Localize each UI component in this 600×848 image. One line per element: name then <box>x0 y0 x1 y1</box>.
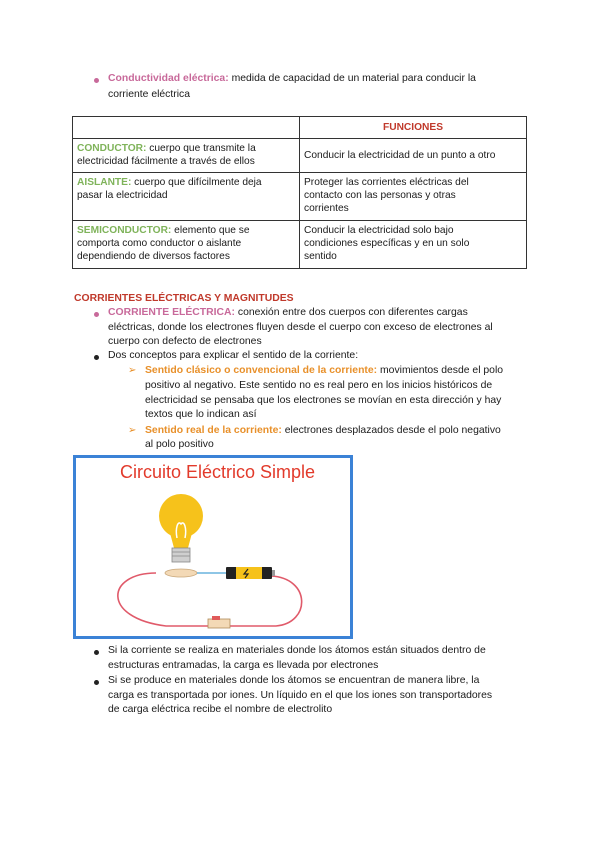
row-desc: pasar la electricidad <box>77 190 168 201</box>
arrow-bullet-icon: ➢ <box>128 425 137 436</box>
functions-table <box>72 116 527 269</box>
table-row <box>73 139 527 173</box>
s1-text: movimientos desde el polo <box>377 365 504 376</box>
table-cell <box>300 173 527 221</box>
bulb-icon <box>159 494 203 538</box>
bottom-b1-line-2: estructuras entramadas, la carga es llevada por electrones <box>108 660 379 671</box>
s1-line-3: electricidad se pensaba que los electrones se movían en esta dirección y hay <box>145 395 502 406</box>
bullet-dot <box>94 312 99 317</box>
row-desc: electricidad fácilmente a través de ellos <box>77 156 255 167</box>
row-desc: elemento que se <box>171 225 250 236</box>
row-desc: comporta como conductor o aislante <box>77 238 242 249</box>
row-desc: cuerpo que difícilmente deja <box>131 177 262 188</box>
intro-line-2: corriente eléctrica <box>108 89 191 100</box>
row-func: Proteger las corrientes eléctricas del <box>304 177 469 188</box>
intro-def: medida de capacidad de un material para conducir la <box>228 73 476 84</box>
bottom-b2-line-3: de carga eléctrica recibe el nombre de electrolito <box>108 704 333 715</box>
table-cell <box>73 173 300 221</box>
b2-line: Dos conceptos para explicar el sentido de la corriente: <box>108 350 359 361</box>
s2-line-2: al polo positivo <box>145 439 214 450</box>
table-cell <box>300 221 527 269</box>
figure-title: Circuito Eléctrico Simple <box>120 462 316 482</box>
row-func: contacto con las personas y otras <box>304 190 456 201</box>
s1-line-4: textos que lo indican así <box>145 409 257 420</box>
bullet-dot <box>94 355 99 360</box>
bullet-dot <box>94 78 99 83</box>
section-title: CORRIENTES ELÉCTRICAS Y MAGNITUDES <box>74 293 294 304</box>
intro-term: Conductividad eléctrica: <box>108 73 229 84</box>
row-desc: dependiendo de diversos factores <box>77 251 230 262</box>
table-header: FUNCIONES <box>383 122 443 133</box>
b1-text: conexión entre dos cuerpos con diferentes cargas <box>235 307 468 318</box>
row-desc: cuerpo que transmite la <box>146 143 256 154</box>
wire <box>118 573 302 626</box>
circuit-figure <box>73 455 353 639</box>
bullet-dot <box>94 680 99 685</box>
b1-line-2: eléctricas, donde los electrones fluyen desde el cuerpo con exceso de electrones al <box>108 322 493 333</box>
b1-line-1 <box>108 306 468 320</box>
circuit-illustration <box>76 458 350 636</box>
row-func: Conducir la electricidad de un punto a otro <box>304 150 496 161</box>
s2-term: Sentido real de la corriente: <box>145 425 282 436</box>
row-func: Conducir la electricidad solo bajo <box>304 225 454 236</box>
table-cell <box>73 139 300 173</box>
bottom-b1-line-1: Si la corriente se realiza en materiales donde los átomos están situados dentro de <box>108 645 486 656</box>
row-term: CONDUCTOR: <box>77 143 147 154</box>
s1-term: Sentido clásico o convencional de la corriente: <box>145 365 378 376</box>
row-term: AISLANTE: <box>77 177 132 188</box>
row-term: SEMICONDUCTOR: <box>77 225 172 236</box>
s2-line-1 <box>145 424 501 438</box>
s1-line-1 <box>145 364 503 378</box>
table-header-cell <box>300 117 527 139</box>
row-func: condiciones específicas y en un solo <box>304 238 470 249</box>
s1-line-2: positivo al negativo. Este sentido no es real pero en los inicios históricos de <box>145 380 493 391</box>
row-func: corrientes <box>304 203 349 214</box>
table-cell <box>300 139 527 173</box>
table-header-empty <box>73 117 300 139</box>
arrow-bullet-icon: ➢ <box>128 365 137 376</box>
table-cell <box>73 221 300 269</box>
switch-icon <box>208 619 230 628</box>
bullet-dot <box>94 650 99 655</box>
s2-text: electrones desplazados desde el polo negativo <box>281 425 501 436</box>
table-row <box>73 173 527 221</box>
b1-line-3: cuerpo con defecto de electrones <box>108 336 262 347</box>
intro-line-1 <box>108 72 476 86</box>
bottom-b2-line-2: carga es transportada por iones. Un líquido en el que los iones son transportadores <box>108 690 493 701</box>
b1-term: CORRIENTE ELÉCTRICA: <box>108 307 235 318</box>
table-row <box>73 221 527 269</box>
bottom-b2-line-1: Si se produce en materiales donde los átomos se encuentran de manera libre, la <box>108 675 480 686</box>
row-func: sentido <box>304 251 337 262</box>
